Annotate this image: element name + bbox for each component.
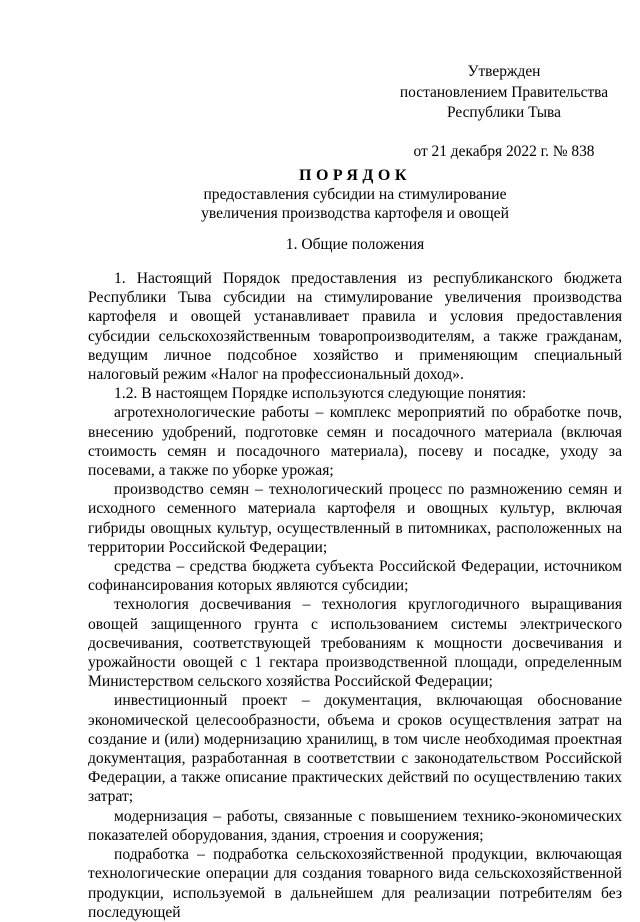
subtitle-line-2: увеличения производства картофеля и овощей: [201, 204, 509, 222]
approval-block: [386, 62, 622, 162]
paragraph: 1. Настоящий Порядок предоставления из республиканского бюджета Республики Тыва субсидии на стимулирование увеличения производства картофеля и овощей устанавливает правила и условия предоставления субсидии сельскохозяйственным товаропроизводителям, а также гражданам, ведущим личное подсобное хозяйство и применяющим специальный налоговый режим «Налог на профессиональный доход».: [88, 270, 622, 384]
paragraph: технология досвечивания – технология круглогодичного выращивания овощей защищенного грунта с использованием системы электрического досвечивания, соответствующей требованиям к мощности досвечивания и урожайности овощей с 1 гектара производственной площади, определенным Министерством сельского хозяйства Российской Федерации;: [88, 596, 622, 691]
paragraph: производство семян – технологический процесс по размножению семян и исходного семенного материала картофеля и овощных культур, включая гибриды овощных культур, осуществленный в питомниках, расположенных на территории Российской Федерации;: [88, 481, 622, 556]
paragraph: агротехнологические работы – комплекс мероприятий по обработке почв, внесению удобрений, подготовке семян и посадочного материала (включая стоимость семян и посадочного материала), посеву и посадке, уходу за посевами, а также по уборке урожая;: [88, 404, 622, 480]
approval-date: от 21 декабря 2022 г. № 838: [413, 142, 595, 160]
document-subtitle: [88, 186, 622, 223]
document-body: [88, 269, 622, 922]
approval-line-approved: Утвержден: [467, 63, 541, 80]
section-heading: 1. Общие положения: [285, 236, 425, 253]
paragraph: средства – средства бюджета субъекта Российской Федерации, источником софинансирования которых являются субсидии;: [88, 558, 622, 595]
document-title: ПОРЯДОК: [299, 167, 411, 184]
approval-line-resolution: постановлением Правительства: [399, 83, 609, 101]
paragraph: 1.2. В настоящем Порядке используются следующие понятия:: [114, 385, 527, 403]
paragraph: подработка – подработка сельскохозяйственной продукции, включающая технологические операции для создания товарного вида сельскохозяйственной продукции, используемой в дальнейшем для реализации потребителям без последующей: [88, 846, 622, 921]
paragraph: инвестиционный проект – документация, включающая обоснование экономической целесообразности, объема и сроков осуществления затрат на создание и (или) модернизацию хранилищ, в том числе необходимая проектная документация, разработанная в соответствии с законодательством Российской Федерации, а также описание практических действий по осуществлению таких затрат;: [88, 692, 622, 806]
subtitle-line-1: предоставления субсидии на стимулирование: [203, 186, 507, 203]
approval-line-republic: Республики Тыва: [447, 104, 561, 121]
paragraph: модернизация – работы, связанные с повышением технико-экономических показателей оборудования, здания, строения и сооружения;: [88, 807, 622, 844]
